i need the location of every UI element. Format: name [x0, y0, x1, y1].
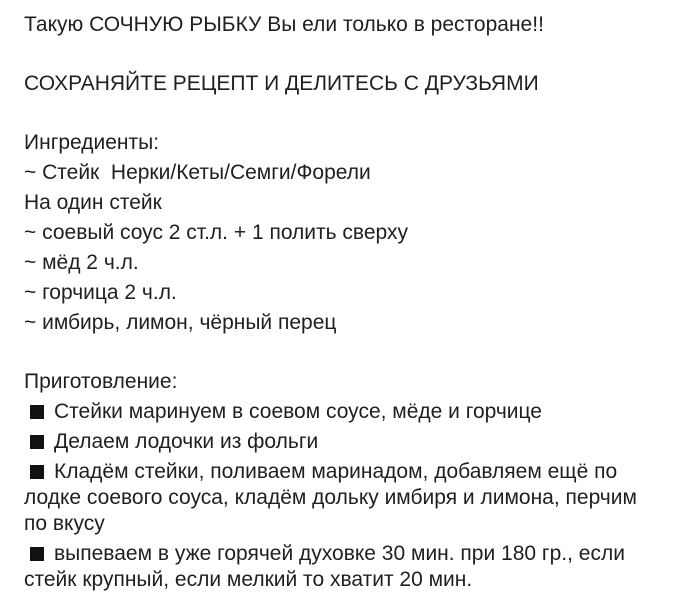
ingredient-item: ~ соевый соус 2 ст.л. + 1 полить сверху	[24, 221, 408, 244]
step-text: Стейки маринуем в соевом соусе, мёде и горчице	[54, 400, 542, 423]
preparation-step	[24, 541, 662, 593]
step-text: Делаем лодочки из фольги	[54, 430, 319, 453]
step-text: Кладём стейки, поливаем маринадом, добавляем ещё по лодке соевого соуса, кладём дольку имбиря и лимона, перчим по вкусу	[24, 460, 637, 535]
preparation-heading: Приготовление:	[24, 370, 178, 393]
call-to-action: СОХРАНЯЙТЕ РЕЦЕПТ И ДЕЛИТЕСЬ С ДРУЗЬЯМИ	[24, 72, 539, 95]
preparation-step	[24, 459, 662, 537]
per-steak-note: На один стейк	[24, 191, 162, 214]
ingredient-fish: ~ Стейк Нерки/Кеты/Семги/Форели	[24, 161, 371, 184]
spacer	[24, 40, 662, 69]
ingredient-item: ~ имбирь, лимон, чёрный перец	[24, 311, 337, 334]
spacer	[24, 99, 662, 128]
headline: Такую СОЧНУЮ РЫБКУ Вы ели только в ресторане!!	[24, 13, 544, 36]
preparation-step	[24, 399, 662, 425]
square-bullet-icon	[30, 435, 44, 449]
square-bullet-icon	[30, 405, 44, 419]
square-bullet-icon	[30, 465, 44, 479]
ingredient-item: ~ горчица 2 ч.л.	[24, 281, 177, 304]
step-text: выпеваем в уже горячей духовке 30 мин. при 180 гр., если стейк крупный, если мелкий то хватит 20 мин.	[24, 542, 625, 591]
square-bullet-icon	[30, 547, 44, 561]
ingredient-item: ~ мёд 2 ч.л.	[24, 251, 139, 274]
preparation-section	[24, 367, 662, 593]
preparation-step	[24, 429, 662, 455]
spacer	[24, 338, 662, 367]
ingredients-section	[24, 128, 662, 338]
ingredients-heading: Ингредиенты:	[24, 131, 160, 154]
